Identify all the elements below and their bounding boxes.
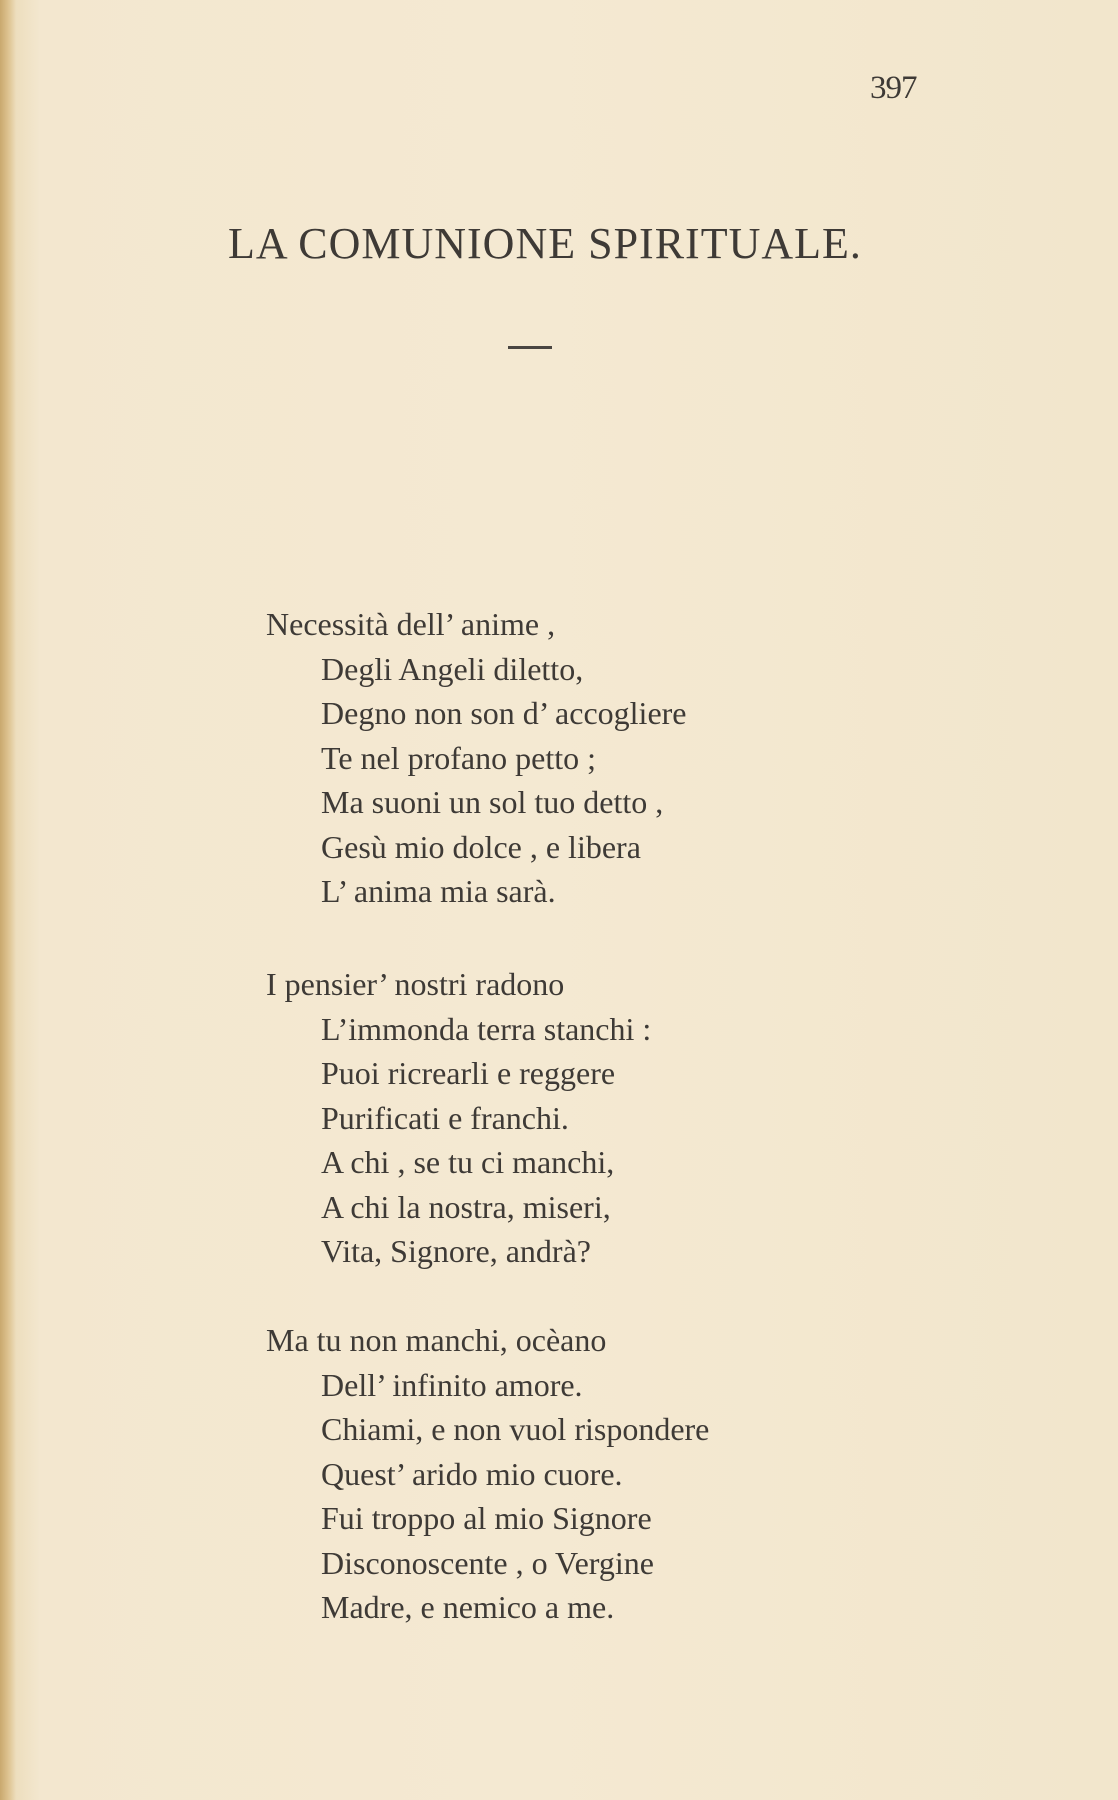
verse-line: Necessità dell’ anime , [266,606,556,642]
verse-line: Te nel profano petto ; [321,739,596,776]
verse-line: Vita, Signore, andrà? [321,1233,591,1269]
verse-line: Degli Angeli diletto, [321,650,584,687]
title-separator-rule [508,346,552,349]
verse-line: Dell’ infinito amore. [321,1366,583,1403]
verse-line: I pensier’ nostri radono [266,966,565,1002]
verse-line: A chi la nostra, miseri, [321,1188,611,1225]
verse-line: Puoi ricrearli e reggere [321,1055,616,1091]
stanza-1 [266,602,687,914]
verse-line: Disconoscente , o Vergine [321,1544,654,1581]
verse-line: Gesù mio dolce , e libera [321,828,641,865]
verse-line: L’ anima mia sarà. [321,873,556,909]
verse-line: Ma suoni un sol tuo detto , [321,784,664,820]
verse-line: L’immonda terra stanchi : [321,1010,652,1047]
verse-line: A chi , se tu ci manchi, [321,1144,615,1180]
book-spine-edge [0,0,16,1800]
verse-line: Quest’ arido mio cuore. [321,1455,623,1492]
verse-line: Chiami, e non vuol rispondere [321,1411,710,1447]
stanza-3 [266,1318,709,1630]
poem-title: LA COMUNIONE SPIRITUALE. [228,219,862,268]
verse-line: Ma tu non manchi, ocèano [266,1322,607,1358]
stanza-2 [266,962,651,1274]
page-number: 397 [870,70,917,106]
verse-line: Degno non son d’ accogliere [321,695,687,731]
verse-line: Purificati e franchi. [321,1099,569,1136]
verse-line: Fui troppo al mio Signore [321,1500,652,1536]
verse-line: Madre, e nemico a me. [321,1589,615,1625]
